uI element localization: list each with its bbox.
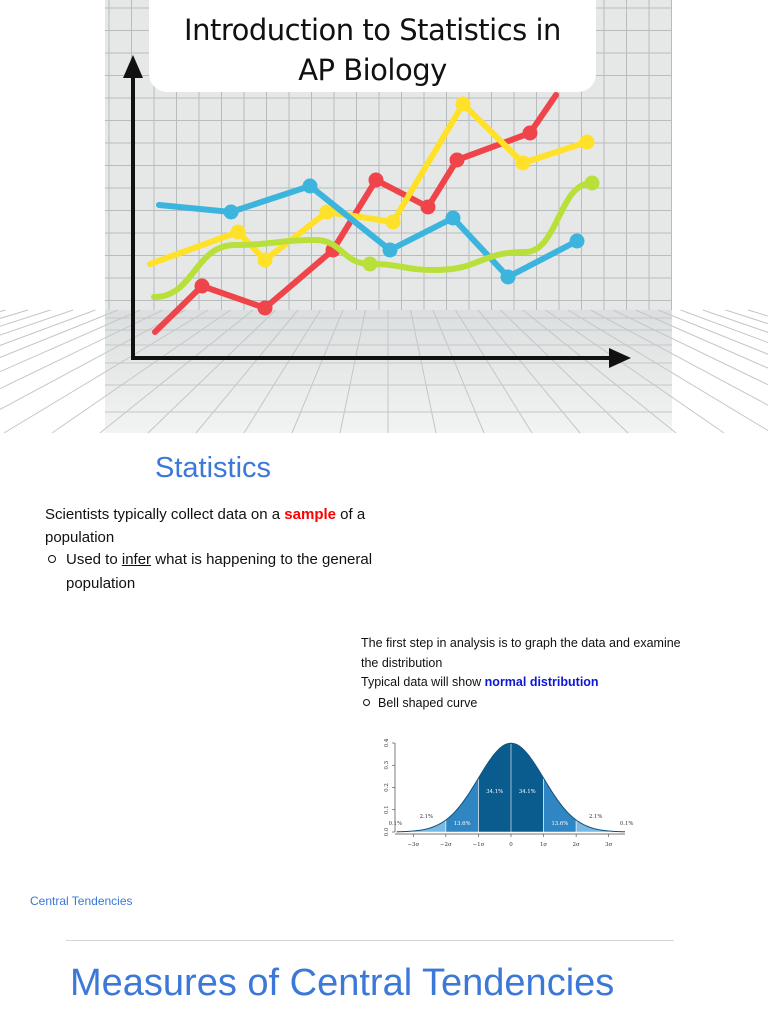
analysis-paragraph xyxy=(361,634,691,693)
sample-text-b: of a population xyxy=(45,506,366,546)
region-percent-label: 2.1% xyxy=(588,814,603,820)
hero-series-point-red xyxy=(369,173,384,188)
bell-bullet-item xyxy=(363,694,477,713)
y-tick-label: 0.3 xyxy=(384,760,390,770)
hero-series-point-blue xyxy=(383,243,398,258)
divider-line xyxy=(66,940,674,941)
hollow-bullet-icon xyxy=(48,555,56,563)
region-percent-label: 13.6% xyxy=(453,821,471,827)
infer-text-c: population xyxy=(66,575,136,592)
region-percent-label: 2.1% xyxy=(419,814,434,820)
hero-series-point-yellow xyxy=(231,225,246,240)
hero-series-point-blue xyxy=(303,179,318,194)
y-tick-label: 0.0 xyxy=(384,827,390,837)
x-tick-label: 2σ xyxy=(572,842,580,848)
hero-series-point-yellow xyxy=(516,156,531,171)
y-tick-label: 0.1 xyxy=(384,805,390,815)
infer-underlined: infer xyxy=(121,551,152,568)
hero-title-line-2: AP Biology xyxy=(298,53,447,87)
hero-series-point-green xyxy=(585,176,600,191)
region-percent-label: 34.1% xyxy=(518,789,536,795)
hero-series-point-blue xyxy=(224,205,239,220)
hollow-bullet-icon xyxy=(363,699,370,706)
sample-text-a: Scientists typically collect data on a xyxy=(45,506,285,523)
region-percent-label: 0.1% xyxy=(619,821,634,827)
x-tick-label: −2σ xyxy=(439,842,452,848)
hero-series-point-yellow xyxy=(386,215,401,230)
hero-series-point-blue xyxy=(570,234,585,249)
hero-image xyxy=(105,0,672,433)
hero-title-card xyxy=(149,0,596,92)
infer-text-b: what is happening to the general xyxy=(151,551,373,568)
x-tick-label: −1σ xyxy=(472,842,485,848)
hero-series-point-yellow xyxy=(456,97,471,112)
hero-series-point-yellow xyxy=(580,135,595,150)
sample-highlight: sample xyxy=(284,506,336,523)
hero-series-point-red xyxy=(523,126,538,141)
hero-series-point-blue xyxy=(501,270,516,285)
hero-series-point-blue xyxy=(446,211,461,226)
infer-text-a: Used to xyxy=(66,551,122,568)
hero-series-point-green xyxy=(363,257,378,272)
hero-title-line-1: Introduction to Statistics in xyxy=(184,13,561,47)
region-percent-label: 0.1% xyxy=(388,821,403,827)
infer-bullet-item xyxy=(48,548,428,596)
hero-series-point-red xyxy=(450,153,465,168)
normal-distribution-chart xyxy=(375,735,634,850)
bell-bullet-text: Bell shaped curve xyxy=(378,696,478,710)
y-tick-label: 0.2 xyxy=(384,783,390,792)
x-tick-label: 3σ xyxy=(605,842,613,848)
normal-distribution-highlight: normal distribution xyxy=(484,675,599,689)
x-tick-label: 0 xyxy=(509,842,513,848)
region-percent-label: 34.1% xyxy=(486,789,504,795)
measures-heading: Measures of Central Tendencies xyxy=(70,962,615,1004)
hero-series-point-yellow xyxy=(258,253,273,268)
region-percent-label: 13.6% xyxy=(551,821,569,827)
analysis-line-2a: Typical data will show xyxy=(361,675,485,689)
hero-series-point-red xyxy=(258,301,273,316)
central-tendencies-link[interactable]: Central Tendencies xyxy=(30,894,133,908)
hero-series-point-red xyxy=(195,279,210,294)
x-tick-label: −3σ xyxy=(407,842,420,848)
hero-series-point-red xyxy=(421,200,436,215)
x-tick-label: 1σ xyxy=(539,842,548,848)
analysis-line-1: The first step in analysis is to graph the data and examine the distribution xyxy=(361,636,681,670)
sample-paragraph xyxy=(45,503,425,549)
y-tick-label: 0.4 xyxy=(384,738,390,748)
statistics-heading: Statistics xyxy=(155,452,272,484)
